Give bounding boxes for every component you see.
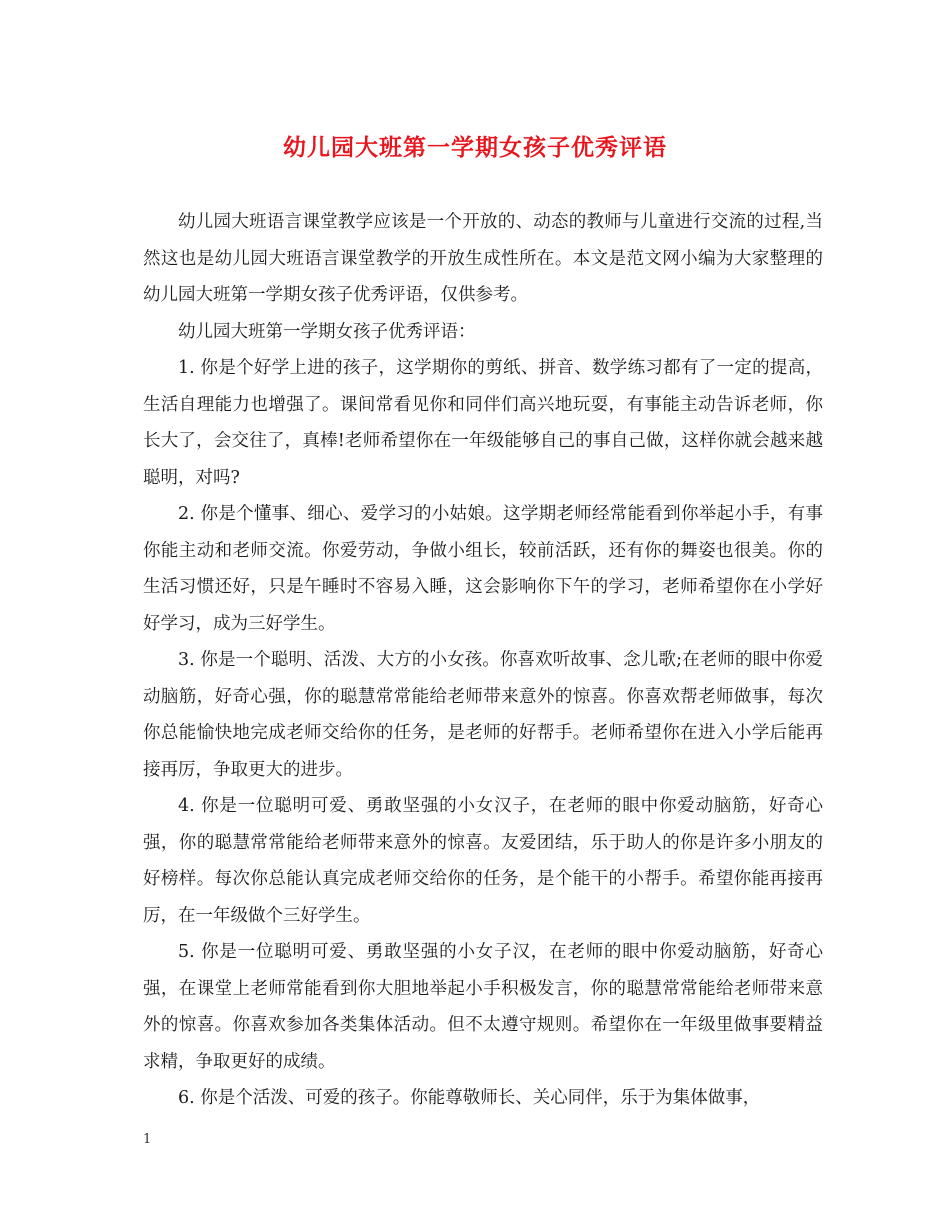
document-title: 幼儿园大班第一学期女孩子优秀评语 <box>283 134 667 161</box>
comment-item-1: 1. 你是个好学上进的孩子，这学期你的剪纸、拼音、数学练习都有了一定的提高，生活自理能力也增强了。课间常看见你和同伴们高兴地玩耍，有事能主动告诉老师，你长大了，会交往了，真棒!老师希望你在一年级能够自己的事自己做，这样你就会越来越聪明，对吗? <box>143 358 823 488</box>
comment-item-2: 2. 你是个懂事、细心、爱学习的小姑娘。这学期老师经常能看到你举起小手，有事你能主动和老师交流。你爱劳动，争做小组长，较前活跃，还有你的舞姿也很美。你的生活习惯还好，只是午睡时不容易入睡，这会影响你下午的学习，老师希望你在小学好好学习，成为三好学生。 <box>143 504 823 634</box>
section-heading: 幼儿园大班第一学期女孩子优秀评语： <box>178 321 476 342</box>
document-body <box>143 204 823 1117</box>
comment-item-5: 5. 你是一位聪明可爱、勇敢坚强的小女子汉，在老师的眼中你爱动脑筋，好奇心强，在课堂上老师常能看到你大胆地举起小手积极发言，你的聪慧常常能给老师带来意外的惊喜。你喜欢参加各类集体活动。但不太遵守规则。希望你在一年级里做事要精益求精，争取更好的成绩。 <box>143 942 823 1072</box>
comment-item-6: 6. 你是个活泼、可爱的孩子。你能尊敬师长、关心同伴，乐于为集体做事， <box>178 1088 761 1108</box>
comment-item-4: 4. 你是一位聪明可爱、勇敢坚强的小女汉子，在老师的眼中你爱动脑筋，好奇心强，你的聪慧常常能给老师带来意外的惊喜。友爱团结，乐于助人的你是许多小朋友的好榜样。每次你总能认真完成老师交给你的任务，是个能干的小帮手。希望你能再接再厉，在一年级做个三好学生。 <box>143 796 823 926</box>
intro-paragraph: 幼儿园大班语言课堂教学应该是一个开放的、动态的教师与儿童进行交流的过程,当然这也是幼儿园大班语言课堂教学的开放生成性所在。本文是范文网小编为大家整理的幼儿园大班第一学期女孩子优秀评语，仅供参考。 <box>143 212 823 305</box>
page-number: 1 <box>143 1132 152 1147</box>
comment-item-3: 3. 你是一个聪明、活泼、大方的小女孩。你喜欢听故事、念儿歌;在老师的眼中你爱动脑筋，好奇心强，你的聪慧常常能给老师带来意外的惊喜。你喜欢帮老师做事，每次你总能愉快地完成老师交给你的任务，是老师的好帮手。老师希望你在进入小学后能再接再厉，争取更大的进步。 <box>143 650 823 780</box>
